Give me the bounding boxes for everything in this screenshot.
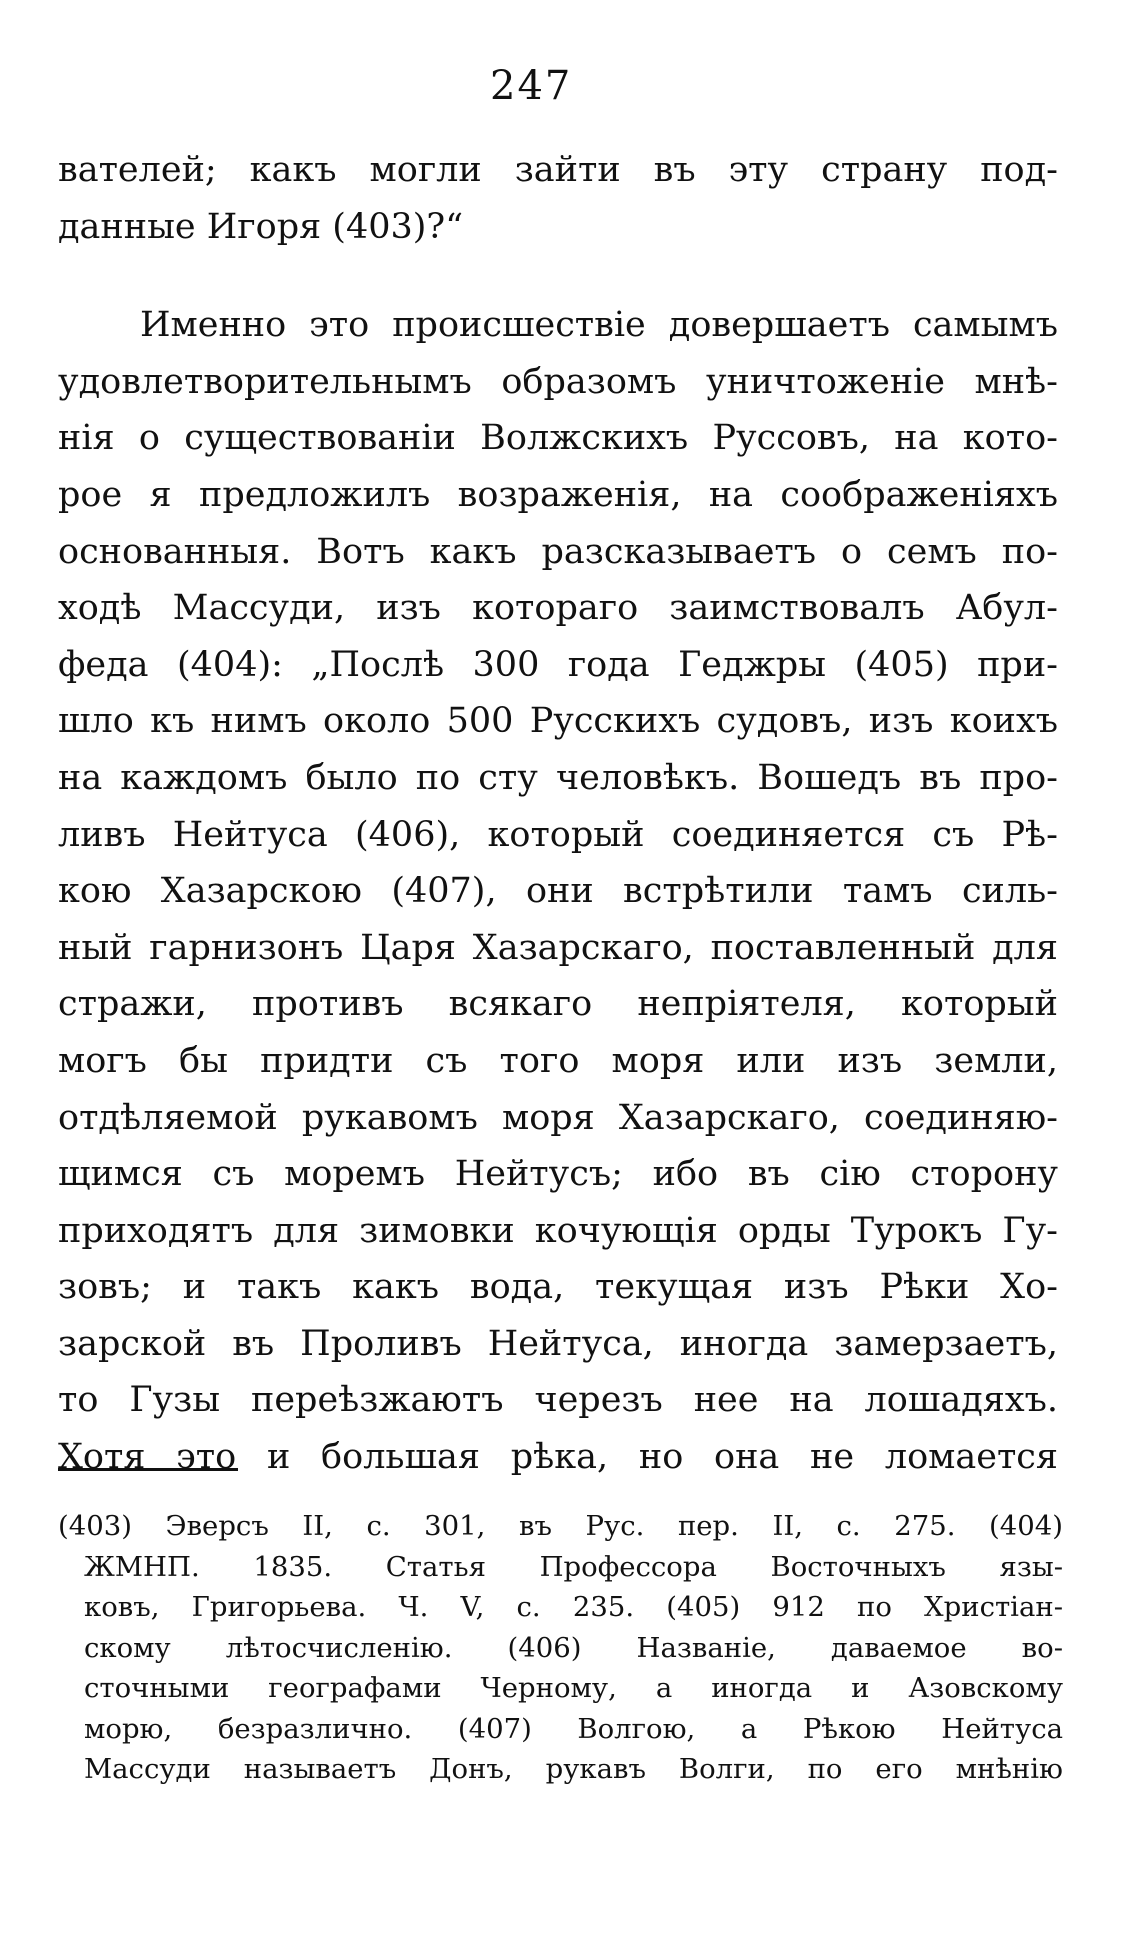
footnote-line: сточными географами Черному, а иногда и Азовскому: [84, 1672, 1063, 1704]
footnote-line: ЖМНП. 1835. Статья Профессора Восточныхъ язы-: [84, 1550, 1063, 1583]
body-text: [58, 142, 1058, 1486]
body-line: ливъ Нейтуса (406), который соединяется съ Рѣ-: [58, 814, 1058, 855]
body-line: шло къ нимъ около 500 Русскихъ судовъ, изъ коихъ: [58, 701, 1058, 742]
body-line: данные Игоря (403)?“: [58, 206, 464, 247]
body-line: зарской въ Проливъ Нейтуса, иногда замерзаетъ,: [58, 1323, 1058, 1364]
body-line: отдѣляемой рукавомъ моря Хазарскаго, соединяю-: [58, 1097, 1058, 1138]
body-line: ный гарнизонъ Царя Хазарскаго, поставленный для: [58, 927, 1058, 968]
body-line: феда (404): „Послѣ 300 года Геджры (405) при-: [58, 644, 1058, 685]
footnote-line: морю, безразлично. (407) Волгою, а Рѣкою Нейтуса: [84, 1712, 1063, 1745]
footnotes: [58, 1506, 1063, 1790]
page-number: 247: [490, 63, 573, 109]
body-line: на каждомъ было по сту человѣкъ. Вошедъ въ про-: [58, 757, 1058, 798]
body-line: Именно это происшествіе довершаетъ самымъ: [140, 305, 1058, 346]
body-line: Хотя это и большая рѣка, но она не ломается: [58, 1437, 1058, 1478]
footnote-line: ковъ, Григорьева. Ч. V, с. 235. (405) 912 по Христіан-: [84, 1591, 1063, 1623]
body-line: стражи, противъ всякаго непріятеля, который: [58, 984, 1058, 1025]
body-line: удовлетворительнымъ образомъ уничтоженіе мнѣ-: [58, 361, 1058, 402]
footnote-divider: [58, 1468, 238, 1471]
body-line: зовъ; и такъ какъ вода, текущая изъ Рѣки Хо-: [58, 1267, 1058, 1308]
paragraph-gap: [58, 255, 1058, 297]
body-line: приходятъ для зимовки кочующія орды Турокъ Гу-: [58, 1210, 1058, 1251]
footnote-line: Массуди называетъ Донъ, рукавъ Волги, по его мнѣнію: [84, 1753, 1063, 1785]
body-line: щимся съ моремъ Нейтусъ; ибо въ сію сторону: [58, 1154, 1058, 1195]
footnote-line: (403) Эверсъ II, с. 301, въ Рус. пер. II, с. 275. (404): [58, 1510, 1063, 1542]
body-line: ходѣ Массуди, изъ котораго заимствовалъ Абул-: [58, 588, 1058, 629]
footnote-line: скому лѣтосчисленію. (406) Названіе, даваемое во-: [84, 1631, 1063, 1664]
body-line: могъ бы придти съ того моря или изъ земли,: [58, 1040, 1058, 1081]
body-line: рое я предложилъ возраженія, на соображеніяхъ: [58, 474, 1058, 515]
body-line: основанныя. Вотъ какъ разсказываетъ о семъ по-: [58, 531, 1058, 572]
body-line: нія о существованіи Волжскихъ Руссовъ, на кото-: [58, 418, 1058, 459]
body-line: кою Хазарскою (407), они встрѣтили тамъ силь-: [58, 871, 1058, 912]
body-line: то Гузы переѣзжаютъ черезъ нее на лошадяхъ.: [58, 1380, 1058, 1421]
body-line: вателей; какъ могли зайти въ эту страну под-: [58, 150, 1058, 190]
